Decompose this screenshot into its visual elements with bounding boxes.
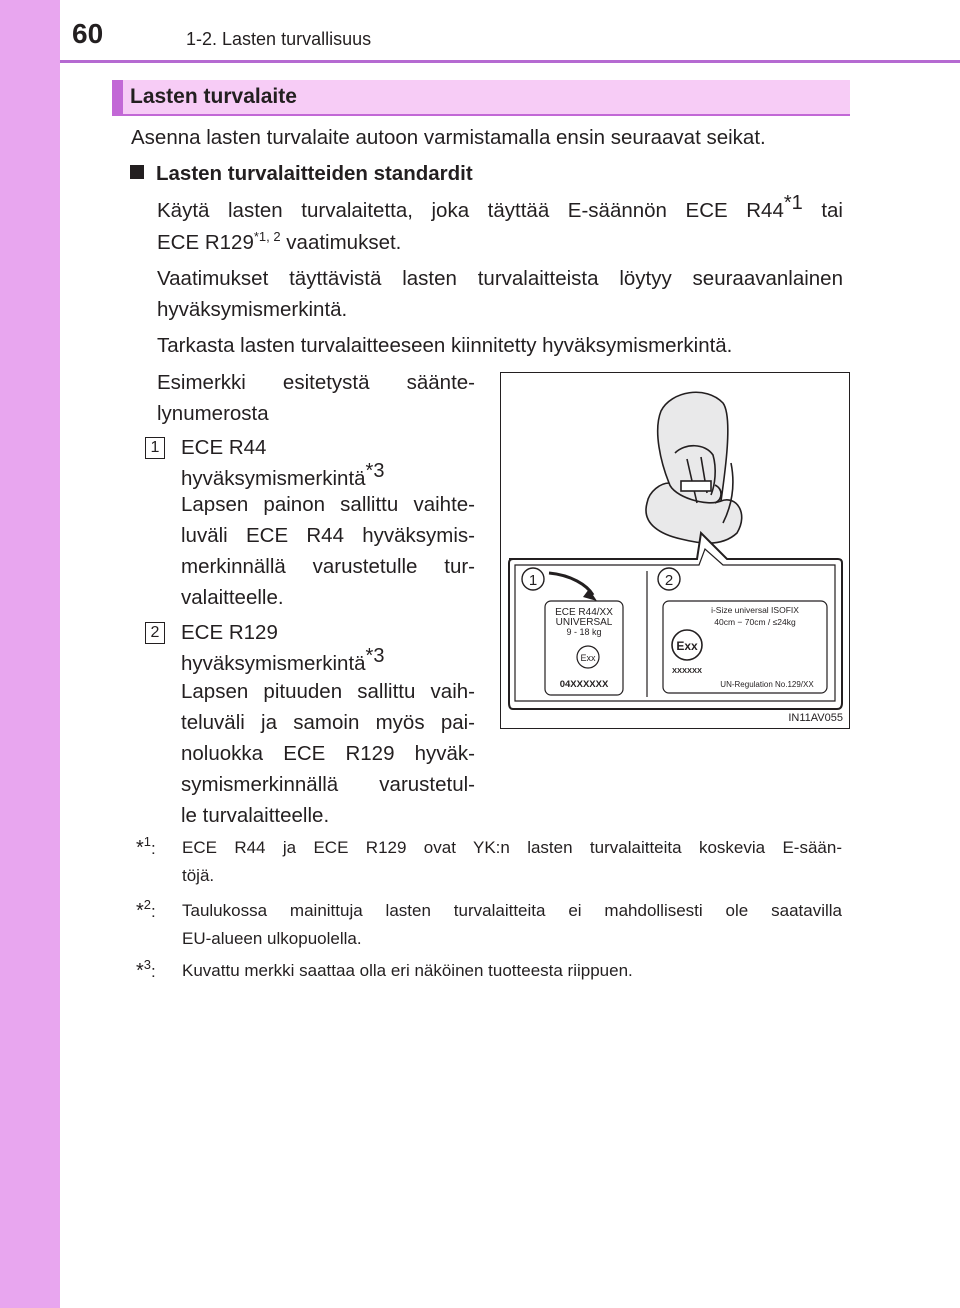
footnote-1-mark: *$^1$: [136,834,156,859]
section-heading-bar [112,80,850,114]
item-2-desc-5: le turvalaitteelle. [181,804,330,827]
square-bullet-icon [130,165,144,179]
item-2-desc-4: symismerkinnällä varustetul- [181,773,475,796]
footnote-3-num: 3 [143,957,152,972]
side-color-band [0,0,60,1308]
section-underline [112,114,850,116]
item-2-desc-1: Lapsen pituuden sallittu vaih- [181,680,475,703]
intro-text: Asenna lasten turvalaite autoon varmistamalla ensin seuraavat seikat. [131,126,766,149]
footnote-3-star: * [136,960,144,982]
item-1-title-line-1: ECE R44 [181,436,267,459]
item-2-desc-2: teluväli ja samoin myös pai- [181,711,475,734]
page-number: 60 [72,18,104,49]
footnote-3-text [182,957,842,985]
p1-text-c: ECE R129 [157,231,254,254]
item-1-footnote-ref: *3 [365,460,385,482]
paragraph-1-line-1 [157,192,843,226]
r129-circle-text: Exx [676,639,698,653]
r44-code: 04XXXXXX [559,679,609,690]
r44-circle-text: Exx [580,653,596,663]
footnote-1-star: * [136,837,144,859]
section-accent [112,80,123,114]
footnote-1-line-2: töjä. [182,866,215,885]
footnote-2-line-1: Taulukossa mainittuja lasten turvalaitteita ei mahdollisesti ole saatavilla [182,901,842,920]
item-2-title-text: hyväksymismerkintä [181,652,366,675]
callout-2-number: 2 [664,572,674,589]
paragraph-2-line-2: hyväksymismerkintä. [157,298,348,321]
item-2-desc-3: noluokka ECE R129 hyväk- [181,742,475,765]
r44-line-1: ECE R44/XX [555,607,613,618]
footnote-2 [136,897,842,953]
paragraph-1-line-2 [157,227,401,258]
item-1-desc-3: merkinnällä varustetulle tur- [181,555,475,578]
item-1-desc-4: valaitteelle. [181,586,284,609]
r129-regulation: UN-Regulation No.129/XX [720,680,814,689]
p1-text-b: tai [802,199,843,222]
item-1-number: 1 [145,437,165,459]
footnote-3 [136,957,842,985]
item-2-title-line-2 [181,645,385,679]
figure-child-seat-labels [500,372,850,729]
item-1-desc-1: Lapsen painon sallittu vaihte- [181,493,475,516]
footnote-2-num: 2 [143,897,152,912]
footnote-2-line-2: EU-alueen ulkopuolella. [182,929,362,948]
section-title: Lasten turvalaite [130,85,297,108]
footnote-3-mark: *$^3$: [136,957,156,982]
footnote-ref-1-2: *1, 2 [253,229,281,244]
item-2-title-line-1: ECE R129 [181,621,278,644]
item-2-number: 2 [145,622,165,644]
item-2-footnote-ref: *3 [365,645,385,667]
footnote-1-line-1: ECE R44 ja ECE R129 ovat YK:n lasten turvalaitteita koskevia E-sään- [182,838,842,857]
r129-line-2: 40cm − 70cm / ≤24kg [714,617,796,627]
paragraph-2-line-1: Vaatimukset täyttävistä lasten turvalaitteista löytyy seuraavanlainen [157,267,843,290]
example-line-2: lynumerosta [157,402,269,425]
footnote-ref-1: *1 [783,192,803,214]
paragraph-3: Tarkasta lasten turvalaitteeseen kiinnitetty hyväksymismerkintä. [157,334,733,357]
footnote-2-mark: *$^2$: [136,897,156,922]
footnote-1-text [182,834,842,890]
footnote-2-text [182,897,842,953]
footnote-2-star: * [136,900,144,922]
r44-line-2: UNIVERSAL [555,617,613,628]
r44-line-3: 9 - 18 kg [566,627,602,637]
subheading [130,158,473,189]
r129-line-1: i-Size universal ISOFIX [711,605,799,615]
child-seat-icon [646,392,742,543]
figure-id: IN11AV055 [788,712,843,724]
r129-code: XXXXXX [671,666,703,675]
item-1-title-text: hyväksymismerkintä [181,467,366,490]
p1-text-d: vaatimukset. [280,231,402,254]
item-1-desc-2: luväli ECE R44 hyväksymis- [181,524,475,547]
callout-1-number: 1 [528,572,538,589]
subheading-text: Lasten turvalaitteiden standardit [156,162,473,185]
footnote-1-num: 1 [143,834,152,849]
chapter-title: 1-2. Lasten turvallisuus [186,29,372,49]
example-line-1: Esimerkki esitetystä säänte- [157,371,475,394]
figure-illustration [501,373,848,727]
footnote-1 [136,834,842,890]
footnote-3-line-1: Kuvattu merkki saattaa olla eri näköinen tuotteesta riippuen. [182,961,633,980]
header-divider [60,60,960,63]
p1-text-a: Käytä lasten turvalaitetta, joka täyttää E-säännön ECE R44 [157,199,784,222]
